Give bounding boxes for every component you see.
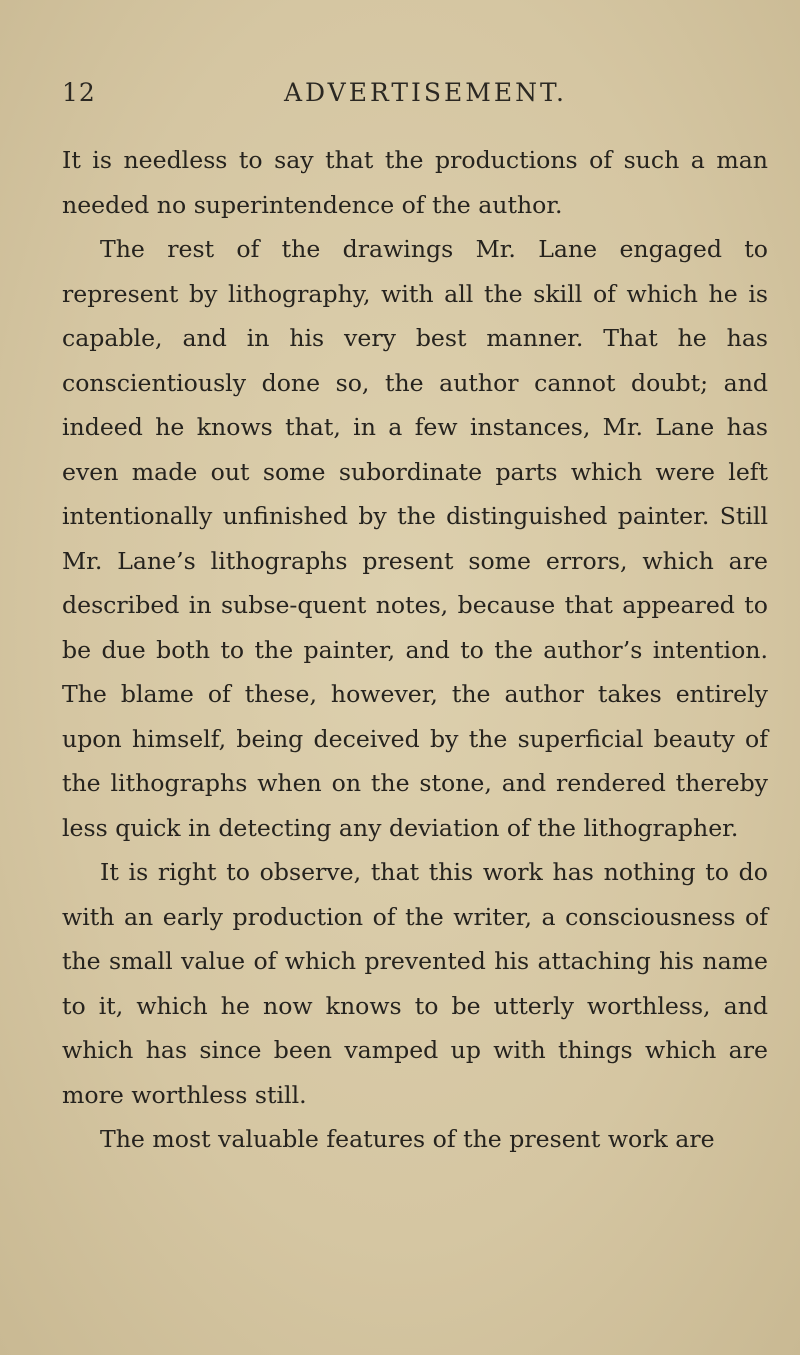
running-title: ADVERTISEMENT. [284,78,567,107]
paragraph-1: It is needless to say that the productions of such a man needed no superintendence of the author. [62,146,768,219]
paragraph-3: It is right to observe, that this work has nothing to do with an early production of the writer, a consciousness of the small value of which prevented his attaching his name to it, which he now knows to be utterly worthless, and which has since been vamped up with things which are more worthless still. [62,858,768,1109]
page-header [62,78,762,118]
body-text [62,138,768,1162]
page-number: 12 [62,78,96,107]
paragraph-2: The rest of the drawings Mr. Lane engaged to represent by lithography, with all the skill of which he is capable, and in his very best manner. That he has conscientiously done so, the author cannot doubt; and indeed he knows that, in a few instances, Mr. Lane has even made out some subordinate parts which were left intentionally unfinished by the distinguished painter. Still Mr. Lane’s lithographs present some errors, which are described in subse-quent notes, because that appeared to be due both to the painter, and to the author’s intention. The blame of these, however, the author takes entirely upon himself, being deceived by the superficial beauty of the lithographs when on the stone, and rendered thereby less quick in detecting any deviation of the lithographer. [62,235,768,842]
paragraph-4: The most valuable features of the present work are [100,1125,715,1153]
